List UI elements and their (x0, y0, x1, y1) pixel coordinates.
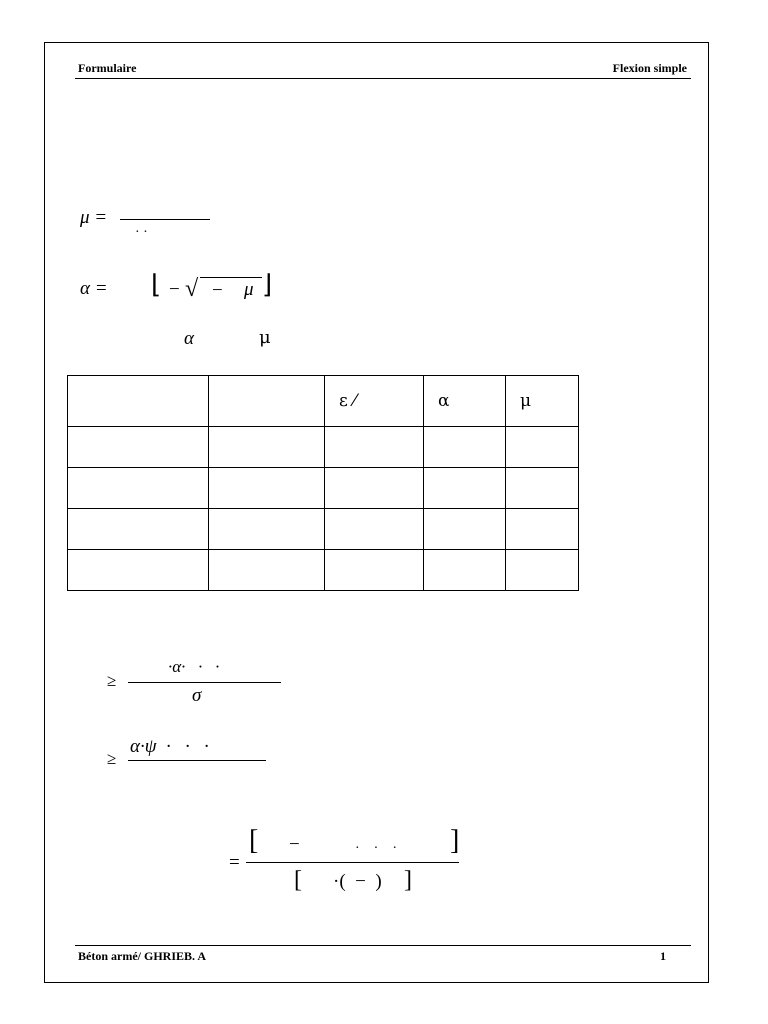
big-den-open-bracket: [ (294, 867, 302, 893)
alpha-bracket-open: ⌊ (151, 270, 162, 299)
table-row (68, 550, 579, 591)
alpha-sqrt: √ (185, 276, 199, 302)
footer-author: Béton armé/ GHRIEB. A (78, 949, 206, 963)
big-num-close-bracket: ] (450, 825, 460, 856)
alpha-mu: μ (244, 279, 254, 300)
mu-denominator-dots: · · (135, 225, 148, 240)
ineq1-sign: ≥ (107, 671, 117, 690)
table-cell (424, 509, 506, 550)
header-title-left: Formulaire (78, 61, 137, 75)
mu-lhs: μ = (80, 207, 108, 228)
table-header-cell: μ (506, 376, 579, 427)
ineq1-numerator: ·α· · · (168, 657, 220, 676)
big-den-middle: ·( − ) (333, 871, 382, 892)
table-cell (325, 509, 424, 550)
mu-fraction-line (120, 219, 210, 220)
table-cell (209, 427, 325, 468)
table-cell (424, 427, 506, 468)
table-cell (506, 550, 579, 591)
table-row (68, 427, 579, 468)
table-cell (68, 427, 209, 468)
header-rule (75, 78, 691, 79)
table-cell (209, 550, 325, 591)
big-num-open-bracket: [ (249, 825, 259, 856)
big-num-dots: · · · (355, 841, 397, 856)
table-cell (506, 427, 579, 468)
table-cell (325, 550, 424, 591)
ineq2-fraction-line (128, 760, 266, 761)
header-title-right: Flexion simple (612, 61, 687, 75)
table-cell (506, 509, 579, 550)
table-header-cell (68, 376, 209, 427)
table-header-cell: α (424, 376, 506, 427)
table-cell (68, 550, 209, 591)
ineq1-denominator: σ (192, 685, 202, 706)
alpha-minus-1: − (169, 279, 180, 300)
table-row (68, 468, 579, 509)
table-row (68, 509, 579, 550)
ineq1-fraction-line (128, 682, 281, 683)
ineq2-numerator: α·ψ · · · (130, 736, 209, 757)
table-cell (209, 468, 325, 509)
big-den-close-bracket: ] (404, 867, 412, 893)
big-eq-sign: = (229, 852, 240, 873)
table-cell (325, 468, 424, 509)
alpha-minus-2: − (212, 280, 223, 301)
table-header-cell: ε ⁄ (325, 376, 424, 427)
alpha-sqrt-bar (200, 277, 262, 278)
values-table (67, 375, 579, 591)
big-num-minus: − (289, 834, 300, 855)
mu-label: μ (259, 327, 271, 348)
alpha-lhs: α = (80, 278, 108, 299)
table-header-row (68, 376, 579, 427)
alpha-bracket-close: ⌋ (262, 270, 273, 299)
table-cell (68, 468, 209, 509)
table-cell (506, 468, 579, 509)
table-cell (424, 550, 506, 591)
table-cell (68, 509, 209, 550)
footer-rule (75, 945, 691, 946)
big-fraction-line (246, 862, 459, 863)
table-cell (424, 468, 506, 509)
alpha-label: α (184, 328, 194, 349)
table-cell (209, 509, 325, 550)
footer-page-number: 1 (660, 949, 666, 963)
ineq2-sign: ≥ (107, 749, 117, 768)
table-header-cell (209, 376, 325, 427)
table-cell (325, 427, 424, 468)
